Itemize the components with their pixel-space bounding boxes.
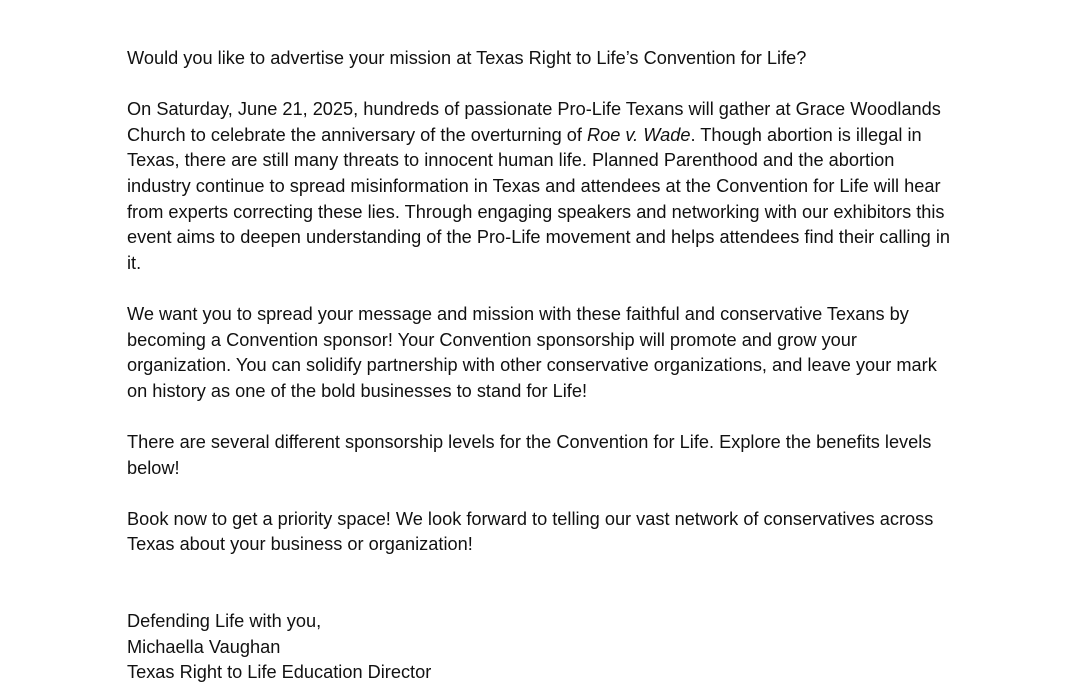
booking-paragraph: Book now to get a priority space! We look forward to telling our vast network of conservatives across Texas about your business or organization! <box>127 508 934 555</box>
closing-line: Defending Life with you, <box>127 611 322 632</box>
intro-paragraph: Would you like to advertise your mission at Texas Right to Life’s Convention for Life? <box>127 48 807 68</box>
signature-block <box>127 609 957 686</box>
case-name: Roe v. Wade <box>587 124 691 145</box>
event-text-end: . Though abortion is illegal in Texas, there are still many threats to innocent human life. Planned Parenthood and the abortion industry continue to spread misinformation in Texas and attendees at the Convention for Life will hear from experts correcting these lies. Through engaging speakers and networking with our exhibitors this event aims to deepen understanding of the Pro-Life movement and helps attendees find their calling in it. <box>127 124 951 273</box>
signer-name: Michaella Vaughan <box>127 636 281 657</box>
signer-title: Texas Right to Life Education Director <box>127 662 432 683</box>
letter-body <box>127 46 957 686</box>
levels-paragraph: There are several different sponsorship levels for the Convention for Life. Explore the benefits levels below! <box>127 431 932 478</box>
event-paragraph <box>127 97 957 276</box>
event-text-start: On Saturday, June 21, 2025, hundreds of passionate Pro-Life Texans will gather at Grace Woodlands Church to celebrate the anniversary of the overturning of <box>127 99 941 145</box>
sponsor-paragraph: We want you to spread your message and mission with these faithful and conservative Texans by becoming a Convention sponsor! Your Convention sponsorship will promote and grow your organization. You can solidify partnership with other conservative organizations, and leave your mark on history as one of the bold businesses to stand for Life! <box>127 303 937 401</box>
